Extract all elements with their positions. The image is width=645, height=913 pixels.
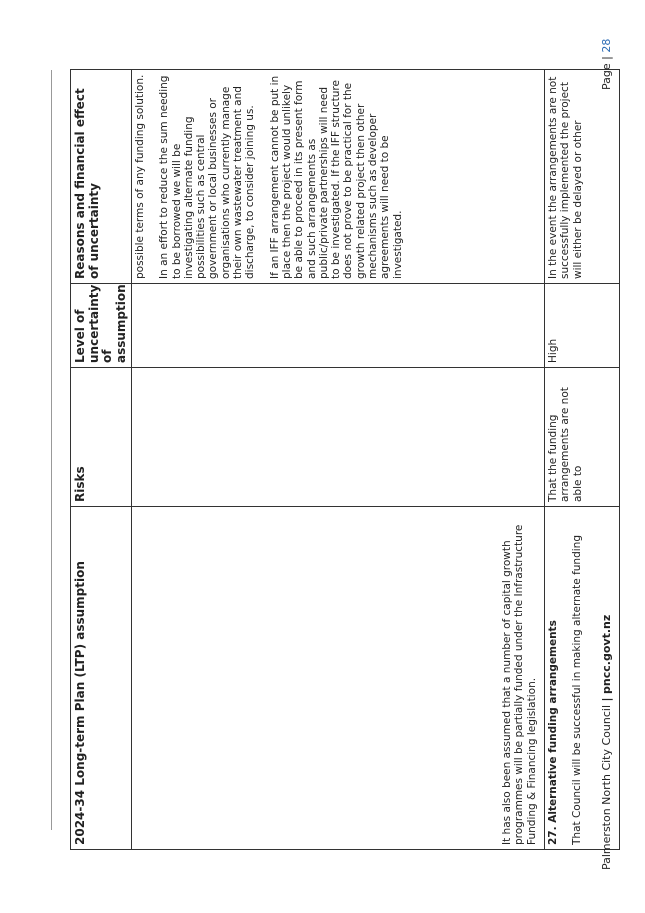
row1-assumption-text: It has also been assumed that a number of capital growth programmes will be partially funded under the Infrastructure Funding & Financing legislation. [501,524,538,845]
row1-reasons-para-1: possible terms of any funding solution. [134,74,146,279]
footer-site: pncc.govt.nz [600,614,613,694]
page-number: 28 [600,38,613,53]
footer-left [600,615,613,870]
row1-reasons-para-3: If an IFF arrangement cannot be put in place then the project would unlikely be able to proceed in its present form and such arrangements as public/private partnerships will need to be investigated. If the IFF structure does not prove to be practical for the growth related project then other mechanisms such as developer agreements will need to be investigated. [268,75,404,279]
footer-separator: | [600,697,613,702]
margin-rule [51,70,52,830]
row1-risks-cell [132,368,545,507]
header-assumption: 2024-34 Long-term Plan (LTP) assumption [71,507,132,850]
row2-level-cell: High [545,284,620,368]
header-level: Level of uncertainty of assumption [71,284,132,368]
row2-reasons-cell: In the event the arrangements are not successfully implemented the project will either be delayed or other [545,70,620,284]
row1-assumption-cell [132,507,545,850]
footer-page [600,39,613,90]
row1-level-cell [132,284,545,368]
row2-risks-cell: That the funding arrangements are not able to [545,368,620,507]
row1-reasons-cell [132,70,545,284]
row1-reasons-para-2: In an effort to reduce the sum needing to be borrowed we will be investigating alternate funding possibilities such as central government or local businesses or organisations who currently manage their own wastewater treatment and discharge, to consider joining us. [158,75,257,279]
header-risks: Risks [71,368,132,507]
table-row [132,70,545,850]
row2-title: 27. Alternative funding arrangements [547,620,559,845]
assumptions-table [70,69,620,850]
page-label: Page | [600,56,613,90]
rotated-page-content [70,70,615,850]
row2-assumption-text: That Council will be successful in making alternate funding [571,535,584,845]
footer-org: Palmerston North City Council [600,704,613,870]
header-reasons: Reasons and financial effect of uncertainty [71,70,132,284]
table-header-row [71,70,132,850]
